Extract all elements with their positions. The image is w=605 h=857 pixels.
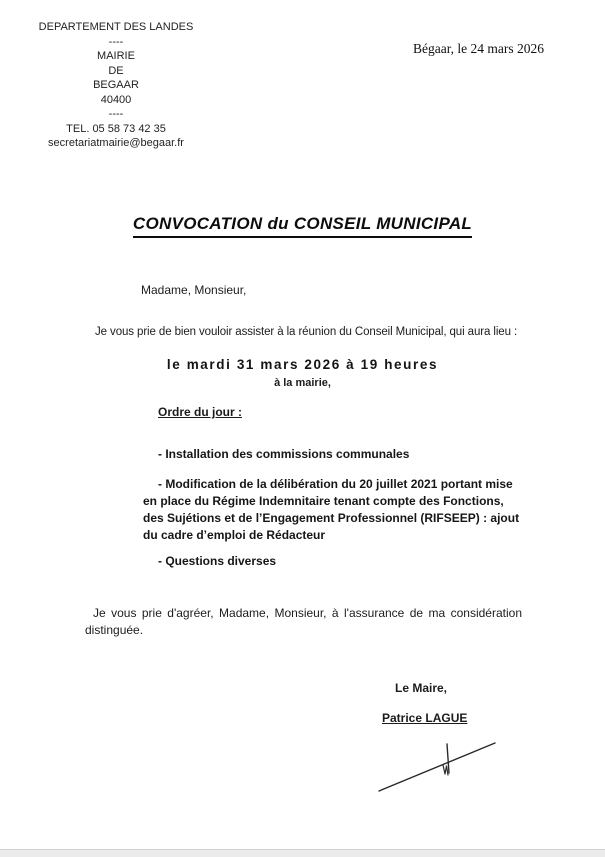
agenda-heading: Ordre du jour : xyxy=(158,405,242,419)
agenda-item: - Modification de la délibération du 20 juillet 2021 portant mise en place du Régime Indemnitaire tenant compte des Fonctions, des Sujétions et de l’Engagement Professionnel (RIFSEEP) : ajout du cadre d’emploi de Rédacteur xyxy=(143,477,520,542)
letterhead-phone: TEL. 05 58 73 42 35 xyxy=(66,122,166,135)
meeting-place: à la mairie, xyxy=(274,377,331,389)
document-title: CONVOCATION du CONSEIL MUNICIPAL xyxy=(133,214,472,238)
handwritten-signature-icon xyxy=(370,736,502,798)
intro-paragraph: Je vous prie de bien vouloir assister à la réunion du Conseil Municipal, qui aura lieu : xyxy=(95,326,518,338)
page-edge-bar xyxy=(0,849,605,857)
agenda-item: - Installation des commissions communales xyxy=(158,447,410,461)
agenda-item: - Questions diverses xyxy=(158,554,277,568)
meeting-datetime: le mardi 31 mars 2026 à 19 heures xyxy=(166,357,439,372)
letterhead-mairie: MAIRIE xyxy=(97,50,135,62)
letterhead-email: secretariatmairie@begaar.fr xyxy=(48,137,184,149)
letterhead xyxy=(15,20,217,151)
place-and-date: Bégaar, le 24 mars 2026 xyxy=(413,41,545,56)
letterhead-postal-code: 40400 xyxy=(100,93,132,106)
letterhead-separator: ---- xyxy=(108,35,124,48)
letterhead-department: DEPARTEMENT DES LANDES xyxy=(38,21,194,33)
title-container xyxy=(0,214,605,238)
signature-role: Le Maire, xyxy=(395,681,448,695)
letterhead-commune: BEGAAR xyxy=(93,79,139,91)
letterhead-separator: ---- xyxy=(108,108,124,120)
signature-name: Patrice LAGUE xyxy=(382,711,468,725)
closing-paragraph: Je vous prie d'agréer, Madame, Monsieur, à l'assurance de ma considération distinguée. xyxy=(85,606,522,637)
letterhead-de: DE xyxy=(108,64,124,77)
salutation: Madame, Monsieur, xyxy=(141,283,247,297)
